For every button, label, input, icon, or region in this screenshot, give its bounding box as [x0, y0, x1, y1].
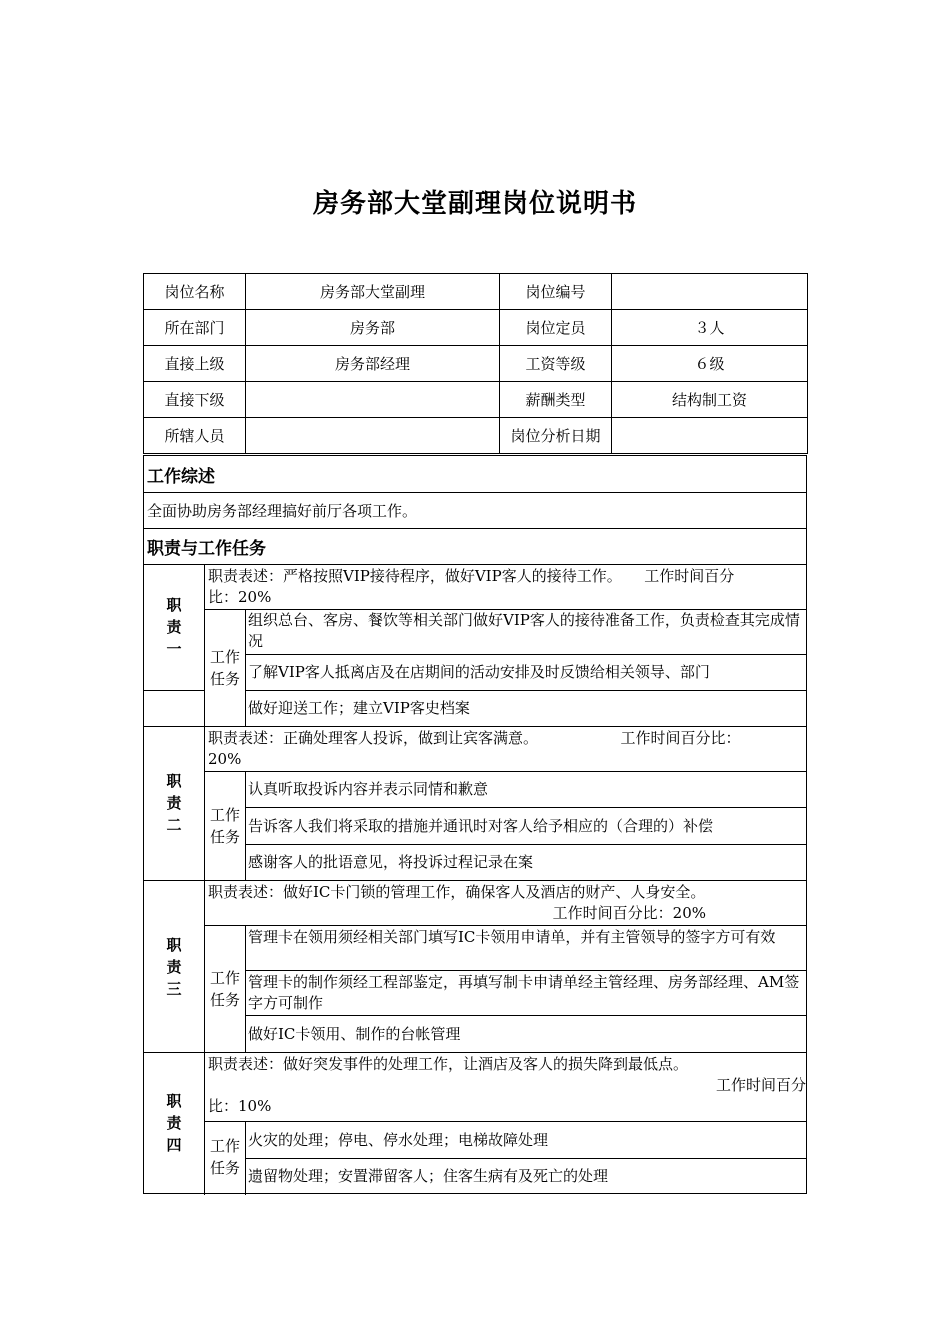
duty-label-text: 职责二 — [166, 772, 182, 834]
table-row — [144, 346, 808, 382]
duty-2-task-label — [205, 804, 245, 848]
task-label-text: 工作任务 — [209, 648, 240, 688]
divider — [245, 807, 807, 808]
duty-3-task-label — [205, 967, 245, 1011]
divider — [245, 970, 807, 971]
duty-3-statement — [208, 882, 806, 924]
value-position-code — [612, 274, 808, 310]
position-info-table — [143, 273, 808, 454]
duty-2-label — [144, 770, 204, 836]
duty-4-task-label — [205, 1135, 245, 1179]
label-staff-managed: 所辖人员 — [144, 418, 246, 454]
label-position-code: 岗位编号 — [500, 274, 612, 310]
value-staff-managed — [246, 418, 500, 454]
duty-4-statement — [208, 1054, 806, 1117]
divider — [245, 844, 807, 845]
duty-1-statement — [208, 566, 806, 608]
label-analysis-date: 岗位分析日期 — [500, 418, 612, 454]
label-pay-type: 薪酬类型 — [500, 382, 612, 418]
statement-line: 比：10% — [208, 1097, 272, 1115]
table-row — [144, 274, 808, 310]
statement-line: 职责表述：做好突发事件的处理工作，让酒店及客人的损失降到最低点。 — [208, 1055, 689, 1073]
document-title: 房务部大堂副理岗位说明书 — [312, 189, 637, 219]
value-headcount: ３人 — [612, 310, 808, 346]
divider — [245, 690, 807, 691]
divider — [144, 1052, 807, 1053]
statement-line: 职责表述：正确处理客人投诉，做到让宾客满意。 工作时间百分比： — [208, 729, 741, 747]
table-row — [144, 310, 808, 346]
divider — [144, 726, 807, 727]
duty-1-task-1: 组织总台、客房、餐饮等相关部门做好VIP客人的接待准备工作，负责检查其完成情况 — [248, 611, 800, 650]
statement-line: 工作时间百分 — [715, 1076, 806, 1094]
table-row — [144, 382, 808, 418]
duty-2-task-3: 感谢客人的批语意见，将投诉过程记录在案 — [248, 853, 534, 871]
duty-1-task-2: 了解VIP客人抵离店及在店期间的活动安排及时反馈给相关领导、部门 — [248, 663, 710, 681]
label-department: 所在部门 — [144, 310, 246, 346]
duties-section — [143, 455, 807, 1194]
statement-line: 职责表述：严格按照VIP接待程序，做好VIP客人的接待工作。 工作时间百分 — [208, 567, 735, 585]
duty-2-task-2: 告诉客人我们将采取的措施并通讯时对客人给予相应的（合理的）补偿 — [248, 817, 714, 835]
value-direct-subordinate — [246, 382, 500, 418]
divider — [245, 654, 807, 655]
duties-grid — [144, 564, 806, 1193]
divider — [144, 880, 807, 881]
task-label-text: 工作任务 — [209, 969, 240, 1009]
value-department: 房务部 — [246, 310, 500, 346]
duty-label-text: 职责三 — [166, 936, 182, 998]
divider — [245, 609, 246, 726]
label-headcount: 岗位定员 — [500, 310, 612, 346]
label-position-name: 岗位名称 — [144, 274, 246, 310]
value-position-name: 房务部大堂副理 — [246, 274, 500, 310]
duty-1-label — [144, 594, 204, 660]
duty-4-label — [144, 1090, 204, 1156]
value-pay-type: 结构制工资 — [612, 382, 808, 418]
duty-label-text: 职责四 — [166, 1092, 182, 1154]
task-label-text: 工作任务 — [209, 1137, 240, 1177]
duty-3-task-2: 管理卡的制作须经工程部鉴定，再填写制卡申请单经主管经理、房务部经理、AM签字方可制作 — [248, 973, 800, 1012]
divider — [245, 1015, 807, 1016]
divider — [204, 1121, 807, 1122]
value-analysis-date — [612, 418, 808, 454]
duty-4-task-1: 火灾的处理；停电、停水处理；电梯故障处理 — [248, 1131, 549, 1149]
summary-heading: 工作综述 — [144, 456, 806, 493]
table-row — [144, 418, 808, 454]
divider — [144, 690, 204, 691]
duty-3-task-3: 做好IC卡领用、制作的台帐管理 — [248, 1025, 461, 1043]
statement-line: 工作时间百分比：20% — [552, 904, 706, 922]
duty-4-task-2: 遗留物处理；安置滞留客人；住客生病有及死亡的处理 — [248, 1167, 609, 1185]
divider — [245, 771, 246, 880]
divider — [204, 771, 807, 772]
duty-2-task-1: 认真听取投诉内容并表示同情和歉意 — [248, 780, 489, 798]
statement-line: 20% — [208, 750, 242, 768]
label-direct-subordinate: 直接下级 — [144, 382, 246, 418]
summary-text: 全面协助房务部经理搞好前厅各项工作。 — [144, 492, 806, 529]
duty-label-text: 职责一 — [166, 596, 182, 658]
duty-1-task-label — [205, 646, 245, 690]
divider — [245, 1158, 807, 1159]
statement-line: 职责表述：做好IC卡门锁的管理工作，确保客人及酒店的财产、人身安全。 — [208, 883, 706, 901]
divider — [204, 925, 807, 926]
task-label-text: 工作任务 — [209, 806, 240, 846]
duty-2-statement — [208, 728, 806, 770]
duty-3-label — [144, 934, 204, 1000]
value-salary-grade: ６级 — [612, 346, 808, 382]
value-direct-superior: 房务部经理 — [246, 346, 500, 382]
label-salary-grade: 工资等级 — [500, 346, 612, 382]
duties-heading: 职责与工作任务 — [144, 528, 806, 565]
duty-1-task-3: 做好迎送工作；建立VIP客史档案 — [248, 699, 470, 717]
label-direct-superior: 直接上级 — [144, 346, 246, 382]
divider — [245, 925, 246, 1052]
statement-line: 比：20% — [208, 588, 272, 606]
duty-3-task-1: 管理卡在领用须经相关部门填写IC卡领用申请单，并有主管领导的签字方可有效 — [248, 928, 776, 946]
